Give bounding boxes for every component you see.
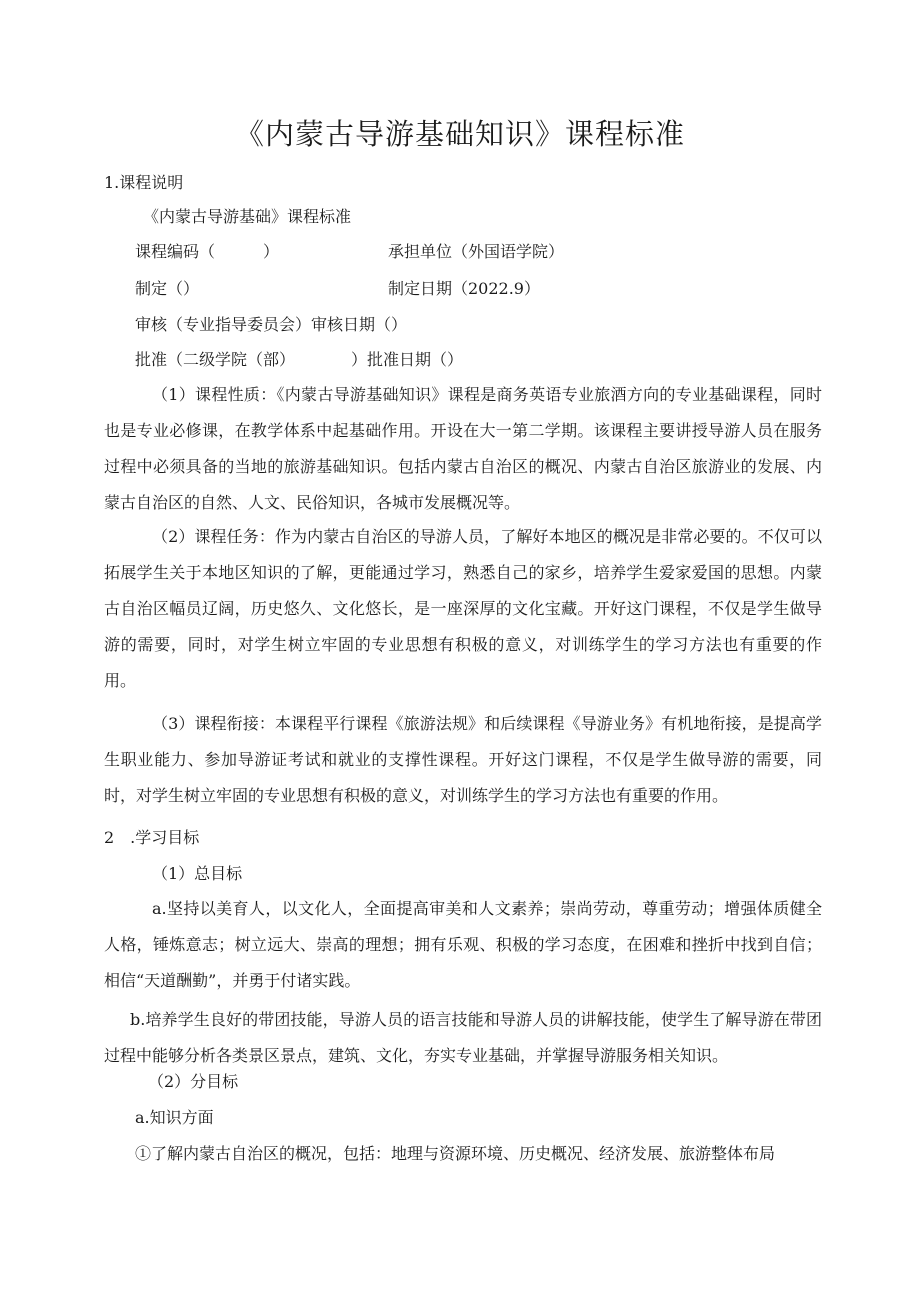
approve-line: 批准（二级学院（部） ）批准日期（）: [135, 350, 464, 369]
paragraph-goal-b: [104, 1002, 822, 1074]
section-2-heading: 2 .学习目标: [104, 828, 200, 847]
course-name: 《内蒙古导游基础》课程标准: [143, 207, 352, 226]
make-date: 制定日期（2022.9）: [388, 279, 540, 298]
paragraph-course-nature: [104, 377, 822, 521]
paragraph-text: （2）课程任务：作为内蒙古自治区的导游人员，了解好本地区的概况是非常必要的。不仅可以拓展学生关于本地区知识的了解，更能通过学习，熟悉自己的家乡，培养学生爱家爱国的思想。内蒙古自治区幅员辽阔，历史悠久、文化悠长，是一座深厚的文化宝藏。开好这门课程，不仅是学生做导游的需要，同时，对学生树立牢固的专业思想有积极的意义，对训练学生的学习方法也有重要的作用。: [104, 527, 822, 690]
review-line: 审核（专业指导委员会）审核日期（）: [135, 315, 408, 334]
document-title: 《内蒙古导游基础知识》课程标准: [234, 117, 685, 151]
paragraph-text: （3）课程衔接：本课程平行课程《旅游法规》和后续课程《导游业务》有机地衔接，是提高学生职业能力、参加导游证考试和就业的支撑性课程。开好这门课程，不仅是学生做导游的需要，同时，对学生树立牢固的专业思想有积极的意义，对训练学生的学习方法也有重要的作用。: [104, 714, 822, 805]
responsible-unit: 承担单位（外国语学院）: [388, 242, 565, 261]
paragraph-course-connection: [104, 706, 822, 814]
knowledge-item-1: ①了解内蒙古自治区的概况，包括：地理与资源环境、历史概况、经济发展、旅游整体布局: [135, 1144, 776, 1163]
paragraph-text: b.培养学生良好的带团技能，导游人员的语言技能和导游人员的讲解技能，使学生了解导游在带团过程中能够分析各类景区景点，建筑、文化，夯实专业基础，并掌握导游服务相关知识。: [104, 1010, 822, 1065]
paragraph-text: （1）课程性质：《内蒙古导游基础知识》课程是商务英语专业旅酒方向的专业基础课程，同时也是专业必修课，在教学体系中起基础作用。开设在大一第二学期。该课程主要讲授导游人员在服务过程中必须具备的当地的旅游基础知识。包括内蒙古自治区的概况、内蒙古自治区旅游业的发展、内蒙古自治区的自然、人文、民俗知识，各城市发展概况等。: [104, 385, 822, 512]
section-1-heading: 1.课程说明: [104, 173, 184, 192]
goal-total-heading: （1）总目标: [152, 864, 243, 883]
paragraph-course-task: [104, 519, 822, 699]
knowledge-heading: a.知识方面: [135, 1108, 214, 1127]
course-code: 课程编码（ ）: [135, 242, 280, 261]
paragraph-goal-a: [104, 891, 822, 999]
paragraph-text: a.坚持以美育人，以文化人，全面提高审美和人文素养；崇尚劳动，尊重劳动；增强体质健全人格，锤炼意志；树立远大、崇高的理想；拥有乐观、积极的学习态度，在困难和挫折中找到自信；相信“天道酬勤”，并勇于付诸实践。: [104, 899, 822, 990]
goal-sub-heading: （2）分目标: [148, 1072, 239, 1091]
maker: 制定（）: [135, 279, 200, 298]
